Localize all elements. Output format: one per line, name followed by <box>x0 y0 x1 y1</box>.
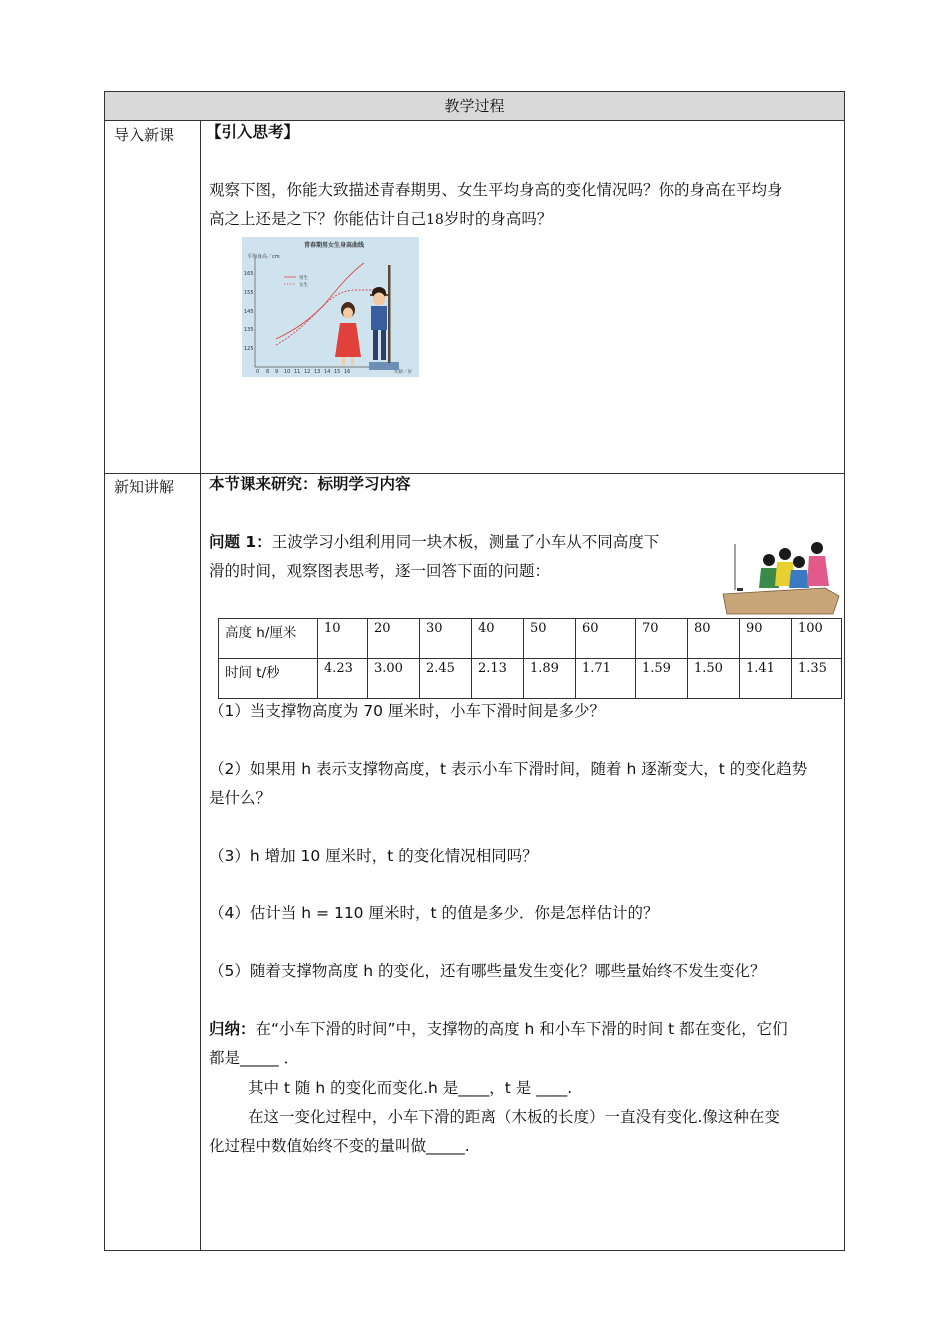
x-tick: 12 <box>304 369 311 375</box>
table-row <box>219 619 842 659</box>
table-header: 教学过程 <box>105 92 844 121</box>
table-cell: 100 <box>792 619 842 659</box>
table-cell: 1.59 <box>636 659 688 699</box>
intro-question-line2: 高之上还是之下？你能估计自己18岁时的身高吗？ <box>209 210 553 228</box>
table-cell: 60 <box>576 619 636 659</box>
x-tick: 15 <box>334 369 341 375</box>
y-tick: 145 <box>244 309 254 315</box>
question-2-line1: （2）如果用 h 表示支撑物高度，t 表示小车下滑时间，随着 h 逐渐变大，t 的变化趋势 <box>209 760 808 778</box>
table-cell: 90 <box>740 619 792 659</box>
column-divider <box>200 121 201 1251</box>
x-tick: 8 <box>266 369 270 375</box>
section-label-intro: 导入新课 <box>114 126 175 144</box>
table-cell: 30 <box>420 619 472 659</box>
table-row-label: 高度 h/厘米 <box>219 619 318 659</box>
x-tick: 16 <box>344 369 351 375</box>
table-cell: 2.13 <box>472 659 524 699</box>
x-tick: 9 <box>275 369 279 375</box>
table-cell: 1.50 <box>688 659 740 699</box>
height-growth-chart <box>242 237 419 377</box>
summary-line4: 在这一变化过程中，小车下滑的距离（木板的长度）一直没有变化.像这种在变 <box>248 1108 780 1126</box>
intro-question-line1: 观察下图，你能大致描述青春期男、女生平均身高的变化情况吗？你的身高在平均身 <box>209 181 783 199</box>
x-tick: 14 <box>324 369 331 375</box>
table-cell: 50 <box>524 619 576 659</box>
table-cell: 3.00 <box>368 659 420 699</box>
summary-line3: 其中 t 随 h 的变化而变化.h 是____，t 是 ____. <box>248 1079 573 1097</box>
table-cell: 10 <box>318 619 368 659</box>
lesson-table <box>104 91 845 1251</box>
problem-line2: 滑的时间，观察图表思考，逐一回答下面的问题： <box>209 562 551 580</box>
question-3: （3）h 增加 10 厘米时，t 的变化情况相同吗？ <box>209 847 538 865</box>
y-tick: 135 <box>244 327 254 333</box>
height-time-table <box>218 618 842 699</box>
y-tick: 155 <box>244 290 254 296</box>
chart-xlabel: 年龄／岁 <box>394 370 412 375</box>
new-heading: 本节课来研究：标明学习内容 <box>209 475 411 493</box>
table-cell: 80 <box>688 619 740 659</box>
summary-label: 归纳： <box>209 1020 256 1038</box>
problem-label: 问题 1： <box>209 533 272 551</box>
table-cell: 1.89 <box>524 659 576 699</box>
summary-line1: 归纳：在“小车下滑的时间”中，支撑物的高度 h 和小车下滑的时间 t 都在变化，它们 <box>209 1020 788 1038</box>
chart-title: 青春期男女生身高曲线 <box>304 242 365 249</box>
table-cell: 4.23 <box>318 659 368 699</box>
x-tick: 10 <box>284 369 291 375</box>
y-tick: 165 <box>244 271 254 277</box>
table-row-label: 时间 t/秒 <box>219 659 318 699</box>
intro-heading: 【引入思考】 <box>206 123 300 141</box>
summary-line5: 化过程中数值始终不变的量叫做_____. <box>209 1137 470 1155</box>
table-cell: 70 <box>636 619 688 659</box>
x-tick: 11 <box>294 369 301 375</box>
table-cell: 1.71 <box>576 659 636 699</box>
problem-line1: 问题 1：王波学习小组利用同一块木板，测量了小车从不同高度下 <box>209 533 660 551</box>
section-label-new: 新知讲解 <box>114 478 175 496</box>
table-row <box>219 659 842 699</box>
x-tick: 13 <box>314 369 321 375</box>
legend-girl: 女生 <box>299 283 308 288</box>
table-cell: 20 <box>368 619 420 659</box>
y-tick: 125 <box>244 346 254 352</box>
x-tick: 0 <box>256 369 260 375</box>
students-experiment-illustration <box>721 538 841 618</box>
question-1: （1）当支撑物高度为 70 厘米时，小车下滑时间是多少？ <box>209 702 605 720</box>
question-4: （4）估计当 h = 110 厘米时，t 的值是多少．你是怎样估计的？ <box>209 904 659 922</box>
chart-ylabel: 平均身高／cm <box>247 254 280 260</box>
question-2-line2: 是什么？ <box>209 789 272 807</box>
table-cell: 1.35 <box>792 659 842 699</box>
summary-line2: 都是_____ ． <box>209 1049 300 1067</box>
question-5: （5）随着支撑物高度 h 的变化，还有哪些量发生变化？哪些量始终不发生变化？ <box>209 962 766 980</box>
legend-boy: 男生 <box>299 276 308 281</box>
table-cell: 2.45 <box>420 659 472 699</box>
table-cell: 1.41 <box>740 659 792 699</box>
table-cell: 40 <box>472 619 524 659</box>
